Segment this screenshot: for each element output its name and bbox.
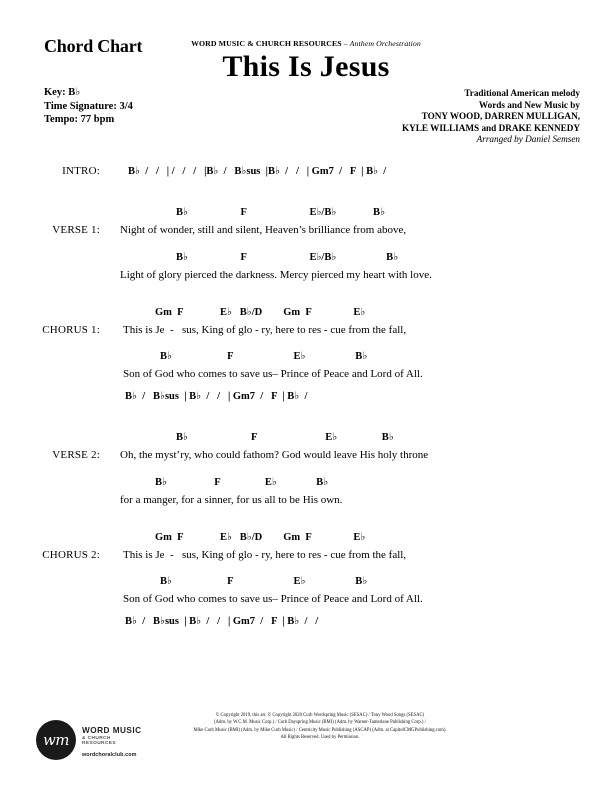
section-label-verse-2: VERSE 2:: [52, 449, 100, 461]
publisher-imprint: [0, 39, 612, 48]
copyright-line-2: (Adm. by W.C.M. Music Corp.) / Curb Dayspring Music (BMI) (Adm. by Warner-Tamerlane Publishing Corp.) /: [214, 720, 426, 726]
copyright-line-3: Mike Curb Music (BMI) (Adm. by Mike Curb Music) / Centricity Music Publishing (ASCAP) (Adm. at CapitolCMGPublishing.com).: [193, 727, 447, 733]
section-label-chorus-1: CHORUS 1:: [42, 324, 100, 336]
verse-2-chords-line-1: B♭ F E♭ B♭: [176, 432, 394, 443]
verse-1-chords-line-1: B♭ F E♭/B♭ B♭: [176, 207, 386, 218]
chorus-1-chords-line-2: B♭ F E♭ B♭: [160, 351, 368, 362]
verse-2-lyrics-line-2: for a manger, for a sinner, for us all to be His own.: [120, 494, 343, 506]
imprint-subtitle: – Anthem Orchestration: [343, 39, 421, 48]
section-label-intro: INTRO:: [62, 165, 100, 177]
key-info: Key: B♭: [44, 87, 81, 98]
verse-1-chords-line-2: B♭ F E♭/B♭ B♭: [176, 252, 399, 263]
chorus-2-tag-chord-line: B♭ / B♭sus | B♭ / / | Gm7 / F | B♭ / /: [125, 616, 319, 627]
chorus-2-chords-line-2: B♭ F E♭ B♭: [160, 576, 368, 587]
verse-2-chords-line-2: B♭ F E♭ B♭: [155, 477, 329, 488]
chorus-2-chords-line-1: Gm F E♭ B♭/D Gm F E♭: [155, 532, 366, 543]
chord-chart-label: Chord Chart: [44, 36, 143, 56]
verse-1-lyrics-line-1: Night of wonder, still and silent, Heaven’s brilliance from above,: [120, 224, 407, 236]
credit-arranger: Arranged by Daniel Semsen: [476, 134, 580, 145]
logo-text-block: [82, 726, 146, 758]
wm-monogram-icon: wm: [36, 720, 76, 760]
chorus-1-lyrics-line-2: Son of God who comes to save us– Prince of Peace and Lord of All.: [123, 368, 423, 380]
song-meta-block: [44, 86, 133, 127]
verse-1-lyrics-line-2: Light of glory pierced the darkness. Mercy pierced my heart with love.: [120, 269, 432, 281]
logo-brand-sub: & CHURCH RESOURCES: [82, 736, 116, 746]
time-signature-info: Time Signature: 3/4: [44, 100, 133, 112]
verse-2-lyrics-line-1: Oh, the myst’ry, who could fathom? God would leave His holy throne: [120, 449, 429, 461]
chorus-1-chords-line-1: Gm F E♭ B♭/D Gm F E♭: [155, 307, 366, 318]
section-label-chorus-2: CHORUS 2:: [42, 549, 100, 561]
credit-melody: Traditional American melody: [464, 88, 580, 98]
tempo-info: Tempo: 77 bpm: [44, 114, 115, 126]
imprint-name: WORD MUSIC & CHURCH RESOURCES: [191, 39, 342, 48]
section-label-verse-1: VERSE 1:: [52, 224, 100, 236]
word-music-logo: [36, 718, 146, 770]
copyright-line-1: © Copyright 2019, this arr. © Copyright 2020 Curb Wordspring Music (SESAC) / Tony Wood Songs (SESAC): [215, 713, 425, 718]
intro-chord-line: B♭ / / | / / / |B♭ / B♭sus |B♭ / / | Gm7 / F | B♭ /: [128, 166, 387, 177]
credit-writers-2: KYLE WILLIAMS and DRAKE KENNEDY: [401, 122, 580, 133]
chorus-1-tag-chord-line: B♭ / B♭sus | B♭ / / | Gm7 / F | B♭ /: [125, 391, 308, 402]
chorus-2-lyrics-line-2: Son of God who comes to save us– Prince of Peace and Lord of All.: [123, 593, 423, 605]
chorus-2-lyrics-line-1: This is Je - sus, King of glo - ry, here to res - cue from the fall,: [123, 549, 407, 561]
logo-brand-name: WORD MUSIC: [82, 726, 142, 735]
song-title: This Is Jesus: [222, 50, 390, 83]
copyright-block: [150, 712, 490, 742]
credit-words-music: Words and New Music by: [478, 99, 580, 110]
copyright-line-4: All Rights Reserved. Used by Permission.: [280, 735, 360, 741]
credit-writers-1: TONY WOOD, DARREN MULLIGAN,: [421, 111, 580, 122]
logo-website-url: wordchoralclub.com: [82, 752, 137, 758]
chorus-1-lyrics-line-1: This is Je - sus, King of glo - ry, here to res - cue from the fall,: [123, 324, 407, 336]
credits-block: [402, 88, 580, 146]
